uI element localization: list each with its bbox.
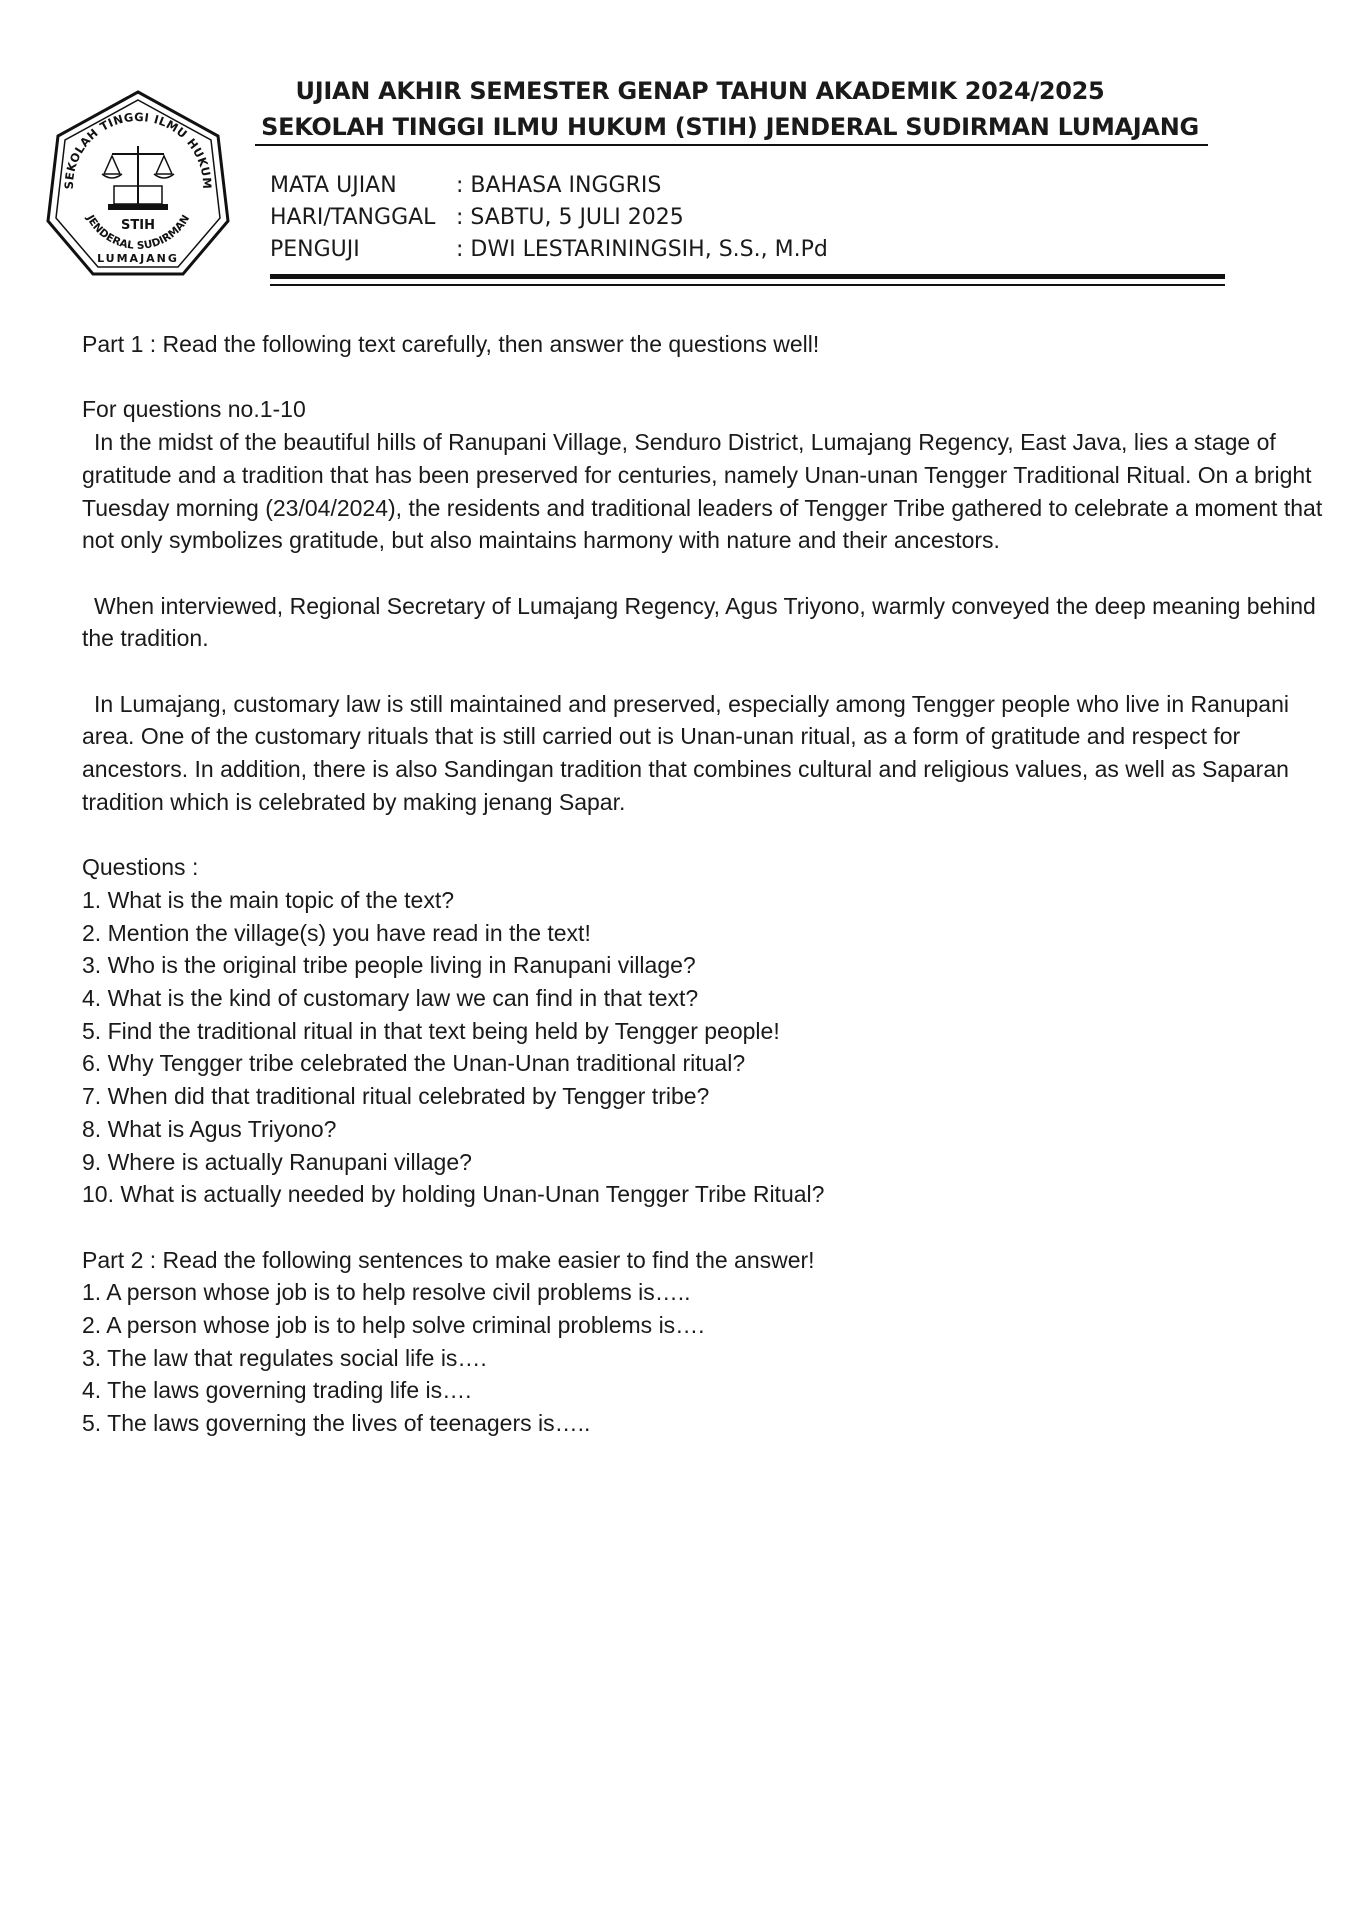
logo-center-text: STIH [121, 218, 155, 233]
meta-label: MATA UJIAN [270, 173, 397, 198]
logo-arc-top-text: SEKOLAH TINGGI ILMU HUKUM [61, 109, 215, 190]
question-item: 7. When did that traditional ritual celebrated by Tengger tribe? [82, 1083, 710, 1110]
question-item: 9. Where is actually Ranupani village? [82, 1148, 472, 1175]
logo-bottom-text: LUMAJANG [97, 252, 179, 265]
part2-item: 3. The law that regulates social life is…. [82, 1344, 487, 1371]
questions-heading: Questions : [82, 854, 199, 881]
reading-paragraph: In Lumajang, customary law is still maintained and preserved, especially among Tengger people who live in Ranupani area. One of the customary rituals that is still carried out is Unan-unan ritual, as a form of gratitude and respect for ancestors. In addition, there is also Sandingan tradition that combines cultural and religious values, as well as Saparan tradition which is celebrated by making jenang Sapar. [82, 690, 1289, 815]
reading-paragraph: When interviewed, Regional Secretary of Lumajang Regency, Agus Triyono, warmly conveyed the deep meaning behind the tradition. [82, 592, 1316, 652]
part2-item: 5. The laws governing the lives of teenagers is….. [82, 1410, 591, 1437]
question-item: 10. What is actually needed by holding Unan-Unan Tengger Tribe Ritual? [82, 1181, 825, 1208]
part2-instruction: Part 2 : Read the following sentences to make easier to find the answer! [82, 1246, 815, 1273]
meta-value: : DWI LESTARININGSIH, S.S., M.Pd [456, 237, 828, 262]
meta-label: HARI/TANGGAL [270, 205, 436, 230]
meta-label: PENGUJI [270, 237, 360, 262]
exam-content [82, 328, 1332, 1440]
question-item: 6. Why Tengger tribe celebrated the Unan-Unan traditional ritual? [82, 1050, 746, 1077]
part2-item: 2. A person whose job is to help solve criminal problems is…. [82, 1312, 705, 1339]
header-divider-thin [270, 284, 1225, 286]
header-underline [255, 144, 1208, 146]
meta-value: : BAHASA INGGRIS [456, 173, 662, 198]
question-item: 4. What is the kind of customary law we can find in that text? [82, 985, 699, 1011]
question-item: 5. Find the traditional ritual in that text being held by Tengger people! [82, 1017, 780, 1044]
question-item: 1. What is the main topic of the text? [82, 886, 455, 913]
exam-title: UJIAN AKHIR SEMESTER GENAP TAHUN AKADEMIK 2024/2025 [295, 77, 1105, 105]
part1-instruction: Part 1 : Read the following text carefully, then answer the questions well! [82, 331, 820, 357]
meta-value: : SABTU, 5 JULI 2025 [456, 205, 684, 230]
institution-name: SEKOLAH TINGGI ILMU HUKUM (STIH) JENDERAL SUDIRMAN LUMAJANG [261, 113, 1199, 141]
question-item: 8. What is Agus Triyono? [82, 1115, 337, 1142]
part2-item: 1. A person whose job is to help resolve civil problems is….. [82, 1279, 691, 1306]
question-item: 3. Who is the original tribe people living in Ranupani village? [82, 952, 696, 979]
header-divider-thick [270, 274, 1225, 279]
reading-paragraph: In the midst of the beautiful hills of Ranupani Village, Senduro District, Lumajang Regency, East Java, lies a stage of gratitude and a tradition that has been preserved for centuries, namely Unan-unan Tengger Traditional Ritual. On a bright Tuesday morning (23/04/2024), the residents and traditional leaders of Tengger Tribe gathered to celebrate a moment that not only symbolizes gratitude, but also maintains harmony with nature and their ancestors. [82, 429, 1323, 554]
part2-item: 4. The laws governing trading life is…. [82, 1377, 472, 1404]
for-questions-label: For questions no.1-10 [82, 396, 306, 423]
logo-arc-bottom-text: JENDERAL SUDIRMAN [83, 212, 193, 253]
stih-logo [38, 86, 238, 286]
question-item: 2. Mention the village(s) you have read in the text! [82, 919, 591, 946]
